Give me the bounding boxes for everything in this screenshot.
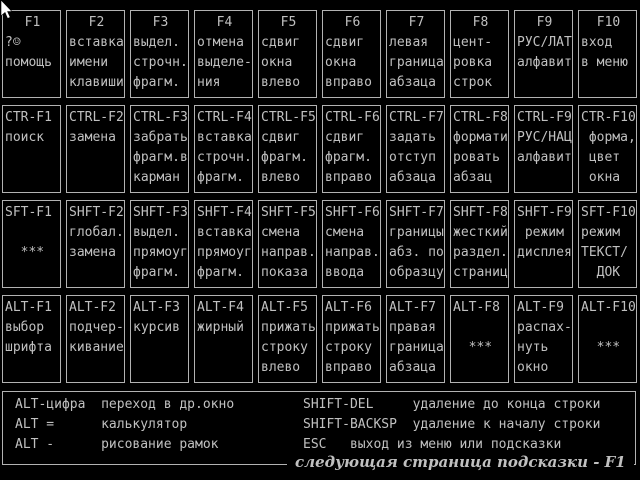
- help-cell-CTR-F10: [578, 105, 637, 193]
- help-text-line: ДОК: [581, 265, 621, 280]
- help-text-line: режим: [581, 225, 621, 240]
- help-cell-ALT-F6: [322, 295, 381, 383]
- help-cell-ALT-F10: [578, 295, 637, 383]
- help-text-line: [69, 168, 124, 188]
- help-text-line: выбор: [5, 320, 45, 335]
- help-text-line: помощь: [5, 55, 52, 70]
- help-text-line: поиск: [5, 130, 45, 145]
- help-text-line: [517, 263, 572, 283]
- fkey-label: SHFT-F7: [389, 205, 444, 220]
- help-cell-CTRL-F8: [450, 105, 509, 193]
- fkey-label: ALT-F4: [197, 300, 244, 315]
- help-cell-CTRL-F4: [194, 105, 253, 193]
- help-cell-ALT-F7: [386, 295, 445, 383]
- fkey-label: F8: [472, 15, 489, 30]
- fkey-label: CTRL-F2: [69, 110, 124, 125]
- help-text-line: [5, 223, 60, 243]
- help-text-line: левая: [389, 35, 429, 50]
- help-text-line: ния: [197, 75, 221, 90]
- help-text-line: образцу: [389, 265, 444, 280]
- help-cell-F8: [450, 10, 509, 98]
- help-text-line: [5, 73, 60, 93]
- help-text-line: в меню: [581, 55, 628, 70]
- fkey-label: CTR-F10: [581, 110, 636, 125]
- help-cell-ALT-F3: [130, 295, 189, 383]
- help-text-line: фрагм.: [197, 265, 244, 280]
- help-text-line: сдвиг: [325, 130, 365, 145]
- help-text-line: вправо: [325, 360, 372, 375]
- help-cell-F10: [578, 10, 637, 98]
- help-text-line: [581, 358, 636, 378]
- help-text-line: влево: [261, 75, 301, 90]
- help-text-line: РУС/ЛАТ: [517, 35, 572, 50]
- help-text-line: имени: [69, 55, 109, 70]
- fkey-label: SHFT-F5: [261, 205, 316, 220]
- help-text-line: подчер-: [69, 320, 124, 335]
- help-text-line: вправо: [325, 75, 372, 90]
- help-text-line: курсив: [133, 320, 180, 335]
- help-text-line: формати: [453, 130, 508, 145]
- help-text-line: жирный: [197, 320, 244, 335]
- help-text-line: кивание: [69, 340, 124, 355]
- fkey-label: CTRL-F5: [261, 110, 316, 125]
- help-text-line: сдвиг: [261, 130, 301, 145]
- help-cell-F7: [386, 10, 445, 98]
- help-text-line: страниц: [453, 265, 508, 280]
- fkey-label: CTRL-F9: [517, 110, 572, 125]
- help-text-line: абзаца: [389, 170, 436, 185]
- footer-hint-alt-digit: ALT-цифра переход в др.окно: [15, 397, 235, 412]
- help-text-line: жесткий: [453, 225, 508, 240]
- help-text-line: фрагм.в: [133, 150, 188, 165]
- help-text-line: правая: [389, 320, 436, 335]
- help-cell-ALT-F4: [194, 295, 253, 383]
- help-text-line: [69, 358, 124, 378]
- fkey-label: SHFT-F9: [517, 205, 572, 220]
- help-cell-SHFT-F4: [194, 200, 253, 288]
- footer-hint-esc: ESC выход из меню или подсказки: [303, 437, 562, 452]
- help-text-line: прижать: [325, 320, 380, 335]
- fkey-label: ALT-F10: [581, 300, 636, 315]
- help-text-line: [581, 318, 636, 338]
- help-text-line: режим: [517, 225, 564, 240]
- help-text-line: ***: [5, 245, 45, 260]
- help-text-line: замена: [69, 130, 116, 145]
- fkey-label: CTRL-F4: [197, 110, 252, 125]
- help-text-line: смена: [261, 225, 301, 240]
- fkey-label: F10: [596, 15, 621, 30]
- help-text-line: [69, 148, 124, 168]
- help-text-line: абзаца: [389, 75, 436, 90]
- help-text-line: граница: [389, 55, 444, 70]
- help-text-line: строчн.: [197, 150, 252, 165]
- fkey-label: CTRL-F6: [325, 110, 380, 125]
- help-text-line: карман: [133, 170, 180, 185]
- footer-hint-row: [3, 415, 635, 435]
- fkey-label: CTRL-F7: [389, 110, 444, 125]
- help-cell-ALT-F1: [2, 295, 61, 383]
- help-text-line: ***: [453, 340, 493, 355]
- help-text-line: [581, 73, 636, 93]
- help-cell-F4: [194, 10, 253, 98]
- help-text-line: [5, 148, 60, 168]
- help-text-line: вставка: [197, 225, 252, 240]
- help-cell-SFT-F1: [2, 200, 61, 288]
- help-cell-F6: [322, 10, 381, 98]
- help-text-line: выделе-: [197, 55, 252, 70]
- help-cell-CTR-F1: [2, 105, 61, 193]
- help-text-line: строку: [325, 340, 372, 355]
- footer-hint-shift-backsp: SHIFT-BACKSP удаление к началу строки: [303, 417, 601, 432]
- help-text-line: абзаца: [389, 360, 436, 375]
- help-text-line: сдвиг: [325, 35, 365, 50]
- help-text-line: дисплея: [517, 245, 572, 260]
- help-text-line: фрагм.: [197, 170, 244, 185]
- help-cell-ALT-F2: [66, 295, 125, 383]
- help-cell-F9: [514, 10, 573, 98]
- help-cell-ALT-F8: [450, 295, 509, 383]
- help-text-line: [517, 168, 572, 188]
- fkey-label: F1: [24, 15, 41, 30]
- help-text-line: сдвиг: [261, 35, 301, 50]
- fkey-label: ALT-F5: [261, 300, 308, 315]
- help-text-line: раздел.: [453, 245, 508, 260]
- help-text-line: выдел.: [133, 225, 180, 240]
- help-text-line: [453, 318, 508, 338]
- status-line: следующая страница подсказки - F1: [287, 452, 634, 472]
- help-text-line: ?☺: [5, 35, 21, 50]
- help-text-line: ввода: [325, 265, 365, 280]
- help-text-line: вставка: [197, 130, 252, 145]
- fkey-label: ALT-F2: [69, 300, 116, 315]
- help-text-line: [5, 168, 60, 188]
- help-text-line: вход: [581, 35, 613, 50]
- help-text-line: РУС/НАЦ: [517, 130, 572, 145]
- help-cell-CTRL-F7: [386, 105, 445, 193]
- help-text-line: отмена: [197, 35, 244, 50]
- help-cell-SHFT-F3: [130, 200, 189, 288]
- help-text-line: влево: [261, 360, 301, 375]
- help-text-line: ровка: [453, 55, 493, 70]
- help-text-line: [197, 358, 252, 378]
- help-cell-SFT-F10: [578, 200, 637, 288]
- help-cell-CTRL-F2: [66, 105, 125, 193]
- help-text-line: прямоуг: [197, 245, 252, 260]
- help-text-line: [69, 263, 124, 283]
- help-text-line: фрагм.: [325, 150, 372, 165]
- fkey-label: SHFT-F6: [325, 205, 380, 220]
- help-cell-CTRL-F6: [322, 105, 381, 193]
- help-text-line: [453, 358, 508, 378]
- function-key-help-table: [2, 10, 637, 383]
- fkey-label: F7: [408, 15, 425, 30]
- help-text-line: окна: [325, 55, 357, 70]
- footer-hint-alt-equals: ALT = калькулятор: [15, 417, 188, 432]
- fkey-label: CTRL-F3: [133, 110, 188, 125]
- help-text-line: граница: [389, 340, 444, 355]
- help-text-line: фрагм.: [261, 150, 308, 165]
- fkey-label: F3: [152, 15, 169, 30]
- fkey-label: ALT-F8: [453, 300, 500, 315]
- help-text-line: ровать: [453, 150, 500, 165]
- help-text-line: алфавит: [517, 150, 572, 165]
- help-cell-F3: [130, 10, 189, 98]
- fkey-label: F6: [344, 15, 361, 30]
- help-text-line: задать: [389, 130, 436, 145]
- fkey-label: SHFT-F3: [133, 205, 188, 220]
- help-text-line: глобал.: [69, 225, 124, 240]
- help-text-line: цвет: [581, 150, 621, 165]
- help-cell-SHFT-F7: [386, 200, 445, 288]
- footer-hint-shift-del: SHIFT-DEL удаление до конца строки: [303, 397, 601, 412]
- help-text-line: смена: [325, 225, 365, 240]
- help-text-line: направ.: [261, 245, 316, 260]
- help-cell-CTRL-F5: [258, 105, 317, 193]
- help-cell-F2: [66, 10, 125, 98]
- fkey-label: F2: [88, 15, 105, 30]
- help-cell-ALT-F9: [514, 295, 573, 383]
- help-cell-SHFT-F8: [450, 200, 509, 288]
- help-text-line: [5, 263, 60, 283]
- help-text-line: строк: [453, 75, 493, 90]
- help-text-line: показа: [261, 265, 308, 280]
- help-text-line: цент-: [453, 35, 493, 50]
- help-text-line: абзац: [453, 170, 493, 185]
- fkey-label: ALT-F3: [133, 300, 180, 315]
- fkey-label: SHFT-F2: [69, 205, 124, 220]
- fkey-label: ALT-F7: [389, 300, 436, 315]
- help-cell-SHFT-F6: [322, 200, 381, 288]
- help-text-line: [133, 358, 188, 378]
- fkey-label: CTRL-F8: [453, 110, 508, 125]
- fkey-label: SFT-F10: [581, 205, 636, 220]
- help-text-line: ***: [581, 340, 621, 355]
- fkey-label: SHFT-F8: [453, 205, 508, 220]
- fkey-label: SFT-F1: [5, 205, 52, 220]
- help-text-line: вправо: [325, 170, 372, 185]
- help-cell-F1: [2, 10, 61, 98]
- help-cell-CTRL-F9: [514, 105, 573, 193]
- help-text-line: [517, 73, 572, 93]
- help-text-line: распах-: [517, 320, 572, 335]
- help-text-line: выдел.: [133, 35, 180, 50]
- footer-hint-alt-minus: ALT - рисование рамок: [15, 437, 219, 452]
- help-text-line: прижать: [261, 320, 316, 335]
- help-text-line: форма,: [581, 130, 636, 145]
- help-text-line: нуть: [517, 340, 549, 355]
- fkey-label: F4: [216, 15, 233, 30]
- fkey-label: ALT-F6: [325, 300, 372, 315]
- fkey-label: ALT-F9: [517, 300, 564, 315]
- help-text-line: строчн.: [133, 55, 188, 70]
- help-cell-SHFT-F9: [514, 200, 573, 288]
- help-text-line: [5, 358, 60, 378]
- help-text-line: ТЕКСТ/: [581, 245, 628, 260]
- help-text-line: абз. по: [389, 245, 444, 260]
- fkey-label: F5: [280, 15, 297, 30]
- help-text-line: строку: [261, 340, 308, 355]
- mouse-pointer-icon: [0, 0, 14, 20]
- help-cell-F5: [258, 10, 317, 98]
- help-text-line: границы: [389, 225, 444, 240]
- help-cell-CTRL-F3: [130, 105, 189, 193]
- help-text-line: [133, 338, 188, 358]
- help-text-line: клавиши: [69, 75, 124, 90]
- help-text-line: забрать: [133, 130, 188, 145]
- help-text-line: [197, 338, 252, 358]
- help-text-line: замена: [69, 245, 116, 260]
- fkey-label: SHFT-F4: [197, 205, 252, 220]
- help-cell-SHFT-F2: [66, 200, 125, 288]
- help-text-line: алфавит: [517, 55, 572, 70]
- help-cell-ALT-F5: [258, 295, 317, 383]
- help-text-line: окна: [581, 170, 621, 185]
- help-text-line: шрифта: [5, 340, 52, 355]
- help-text-line: направ.: [325, 245, 380, 260]
- help-cell-SHFT-F5: [258, 200, 317, 288]
- help-text-line: отступ: [389, 150, 436, 165]
- help-text-line: фрагм.: [133, 75, 180, 90]
- help-text-line: влево: [261, 170, 301, 185]
- footer-hint-row: [3, 395, 635, 415]
- fkey-label: ALT-F1: [5, 300, 52, 315]
- help-text-line: прямоуг: [133, 245, 188, 260]
- fkey-label: CTR-F1: [5, 110, 52, 125]
- help-text-line: вставка: [69, 35, 124, 50]
- help-text-line: окно: [517, 360, 549, 375]
- help-text-line: фрагм.: [133, 265, 180, 280]
- fkey-label: F9: [536, 15, 553, 30]
- help-text-line: окна: [261, 55, 293, 70]
